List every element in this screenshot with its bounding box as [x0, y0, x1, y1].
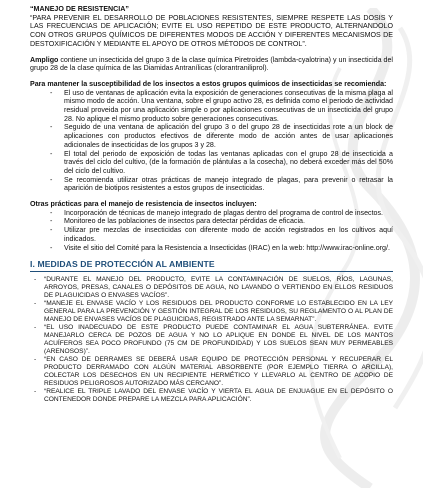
list-item: - El total del periodo de exposición de todas las ventanas aplicadas con el grupo 28 de insecticida a través del ciclo del cultivo, (de la formación de plántulas a la cosecha), no deberá exceder más del 50% del ciclo del cultivo. — [50, 149, 393, 175]
susceptibility-heading: Para mantener la susceptibilidad de los insectos a estos grupos químicos de insecticidas se recomienda: — [30, 79, 387, 88]
section-title-environment: I. MEDIDAS DE PROTECCIÓN AL AMBIENTE — [30, 259, 215, 270]
other-practices-list — [30, 209, 393, 253]
list-item-text: Utilizar pre mezclas de insecticidas con diferente modo de acción registrados en los cultivos aquí indicados. — [64, 226, 393, 243]
list-item-text: “EL USO INADECUADO DE ESTE PRODUCTO PUEDE CONTAMINAR EL AGUA SUBTERRÁNEA. EVITE MANEJARLO CERCA DE POZOS DE AGUA Y NO LO APLIQUE EN DONDE EL NIVEL DE LOS MANTOS ACUÍFEROS SEA POCO PROFUNDO (75 CM DE PROFUNDIDAD) Y LOS SUELOS SEAN MUY PERMEABLES (ARENOSOS)”. — [44, 324, 393, 356]
document-content — [30, 5, 393, 404]
list-item-text: El total del periodo de exposición de todas las ventanas aplicadas con el grupo 28 de insecticida a través del ciclo del cultivo, (de la formación de plántulas a la cosecha), no deberá exceder más del 50% del ciclo del cultivo. — [64, 149, 393, 175]
list-item: - El uso de ventanas de aplicación evita la exposición de generaciones consecutivas de la misma plaga al mismo modo de acción. Una ventana, sobre el grupo activo 28, es definida como el periodo de actividad residual proveida por una aplicación simple o por aplicaciones consecutivas de un insecticida del grupo 28. No aplique el mismo producto sobre generaciones consecutivas. — [50, 88, 393, 123]
list-item-text: “REALICE EL TRIPLE LAVADO DEL ENVASE VACÍO Y VIERTA EL AGUA DE ENJUAGUE EN EL DEPÓSITO O CONTENEDOR DONDE PREPARE LA MEZCLA PARA APLICACIÓN”. — [44, 388, 393, 404]
list-item-text: Monitoreo de las poblaciones de insectos para detectar pérdidas de eficacia. — [64, 217, 305, 226]
resistance-heading: “MANEJO DE RESISTENCIA” — [30, 5, 129, 13]
list-item-text: “DURANTE EL MANEJO DEL PRODUCTO, EVITE LA CONTAMINACIÓN DE SUELOS, RÍOS, LAGUNAS, ARROYOS, PRESAS, CANALES O DEPÓSITOS DE AGUA, NO LAVANDO O VERTIENDO EN ELLOS RESIDUOS DE PLAGUICIDAS O ENVASES VACÍOS”. — [44, 276, 393, 300]
list-item-text: Seguido de una ventana de aplicación del grupo 3 o del grupo 28 de insecticidas rote a un block de aplicaciones con productos efectivos de diferente modo de acción antes de usar aplicaciones adicionales de insecticidas de los grupos 3 y 28. — [64, 123, 393, 149]
ampligo-paragraph — [30, 56, 393, 73]
list-item: - Se recomienda utilizar otras prácticas de manejo integrado de plagas, para prevenir o retrasar la aparición de biotipos resistentes a estos grupos de insecticidas. — [50, 175, 393, 193]
other-practices-heading: Otras prácticas para el manejo de resistencia de insectos incluyen: — [30, 200, 257, 209]
list-item: - “EN CASO DE DERRAMES SE DEBERÁ USAR EQUIPO DE PROTECCIÓN PERSONAL Y RECUPERAR EL PRODUCTO DERRAMADO CON ALGÚN MATERIAL ABSORBENTE (POR EJEMPLO TIERRA O ARCILLA), COLECTAR LOS DESECHOS EN UN RECIPIENTE HERMÉTICO Y LLEVARLO AL CENTRO DE ACOPIO DE RESIDUOS PELIGROSOS AUTORIZADO MÁS CERCANO”. — [34, 356, 393, 388]
list-item: - “DURANTE EL MANEJO DEL PRODUCTO, EVITE LA CONTAMINACIÓN DE SUELOS, RÍOS, LAGUNAS, ARROYOS, PRESAS, CANALES O DEPÓSITOS DE AGUA, NO LAVANDO O VERTIENDO EN ELLOS RESIDUOS DE PLAGUICIDAS O ENVASES VACÍOS”. — [34, 276, 393, 300]
list-item-text: Visite el sitio del Comité para la Resistencia a Insecticidas (IRAC) en la web: http://www.irac-online.org/. — [64, 243, 390, 252]
list-item-text: “EN CASO DE DERRAMES SE DEBERÁ USAR EQUIPO DE PROTECCIÓN PERSONAL Y RECUPERAR EL PRODUCTO DERRAMADO CON ALGÚN MATERIAL ABSORBENTE (POR EJEMPLO TIERRA O ARCILLA), COLECTAR LOS DESECHOS EN UN RECIPIENTE HERMÉTICO Y LLEVARLO AL CENTRO DE ACOPIO DE RESIDUOS PELIGROSOS AUTORIZADO MÁS CERCANO”. — [44, 356, 393, 388]
list-item: - “EL USO INADECUADO DE ESTE PRODUCTO PUEDE CONTAMINAR EL AGUA SUBTERRÁNEA. EVITE MANEJARLO CERCA DE POZOS DE AGUA Y NO LO APLIQUE EN DONDE EL NIVEL DE LOS MANTOS ACUÍFEROS SEA POCO PROFUNDO (75 CM DE PROFUNDIDAD) Y LOS SUELOS SEAN MUY PERMEABLES (ARENOSOS)”. — [34, 324, 393, 356]
list-item-text: Se recomienda utilizar otras prácticas de manejo integrado de plagas, para prevenir o retrasar la aparición de biotipos resistentes a estos grupos de insecticidas. — [64, 175, 393, 193]
list-item: - Visite el sitio del Comité para la Resistencia a Insecticidas (IRAC) en la web: http://www.irac-online.org/. — [50, 243, 390, 252]
list-item-text: Incorporación de técnicas de manejo integrado de plagas dentro del programa de control de insectos. — [64, 208, 384, 217]
list-item: - Incorporación de técnicas de manejo integrado de plagas dentro del programa de control de insectos. — [50, 208, 384, 217]
list-item: - “REALICE EL TRIPLE LAVADO DEL ENVASE VACÍO Y VIERTA EL AGUA DE ENJUAGUE EN EL DEPÓSITO O CONTENEDOR DONDE PREPARE LA MEZCLA PARA APLICACIÓN”. — [34, 388, 393, 404]
susceptibility-list — [30, 89, 393, 193]
list-item: - Monitoreo de las poblaciones de insectos para detectar pérdidas de eficacia. — [50, 217, 305, 226]
list-item: - Seguido de una ventana de aplicación del grupo 3 o del grupo 28 de insecticidas rote a un block de aplicaciones con productos efectivos de diferente modo de acción antes de usar aplicaciones adicionales de insecticidas de los grupos 3 y 28. — [50, 123, 393, 149]
list-item-text: “MANEJE EL ENVASE VACÍO Y LOS RESIDUOS DEL PRODUCTO CONFORME LO ESTABLECIDO EN LA LEY GENERAL PARA LA PREVENCIÓN Y GESTIÓN INTEGRAL DE LOS RESIDUOS, SU REGLAMENTO O AL PLAN DE MANEJO DE ENVASES VACÍOS DE PLAGUICIDAS, REGISTRADO ANTE LA SEMARNAT”. — [44, 300, 393, 324]
product-name: Ampligo — [30, 55, 59, 64]
resistance-body: “PARA PREVENIR EL DESARROLLO DE POBLACIONES RESISTENTES, SIEMPRE RESPETE LAS DOSIS Y LAS FRECUENCIAS DE APLICACIÓN; EVITE EL USO REPETIDO DE ESTE PRODUCTO, ALTERNANDOLO CON OTROS GRUPOS QUÍMICOS DE DIFERENTES MODOS DE ACCIÓN Y DIFERENTES MECANISMOS DE DESTOXIFICACIÓN Y MEDIANTE EL APOYO DE OTROS MÉTODOS DE CONTROL”. — [30, 13, 393, 48]
ampligo-description: contiene un insecticida del grupo 3 de la clase química Piretroides (lambda-cyalotrina) y un insecticida del grupo 28 de la clase química de las Diamidas Antranílicas (clorantraniliprol). — [30, 55, 393, 73]
list-item-text: El uso de ventanas de aplicación evita la exposición de generaciones consecutivas de la misma plaga al mismo modo de acción. Una ventana, sobre el grupo activo 28, es definida como el periodo de actividad residual proveida por una aplicación simple o por aplicaciones consecutivas de un insecticida del grupo 28. No aplique el mismo producto sobre generaciones consecutivas. — [64, 88, 393, 123]
environment-list — [30, 276, 393, 404]
list-item: - “MANEJE EL ENVASE VACÍO Y LOS RESIDUOS DEL PRODUCTO CONFORME LO ESTABLECIDO EN LA LEY GENERAL PARA LA PREVENCIÓN Y GESTIÓN INTEGRAL DE LOS RESIDUOS, SU REGLAMENTO O AL PLAN DE MANEJO DE ENVASES VACÍOS DE PLAGUICIDAS, REGISTRADO ANTE LA SEMARNAT”. — [34, 300, 393, 324]
list-item: - Utilizar pre mezclas de insecticidas con diferente modo de acción registrados en los cultivos aquí indicados. — [50, 226, 393, 243]
